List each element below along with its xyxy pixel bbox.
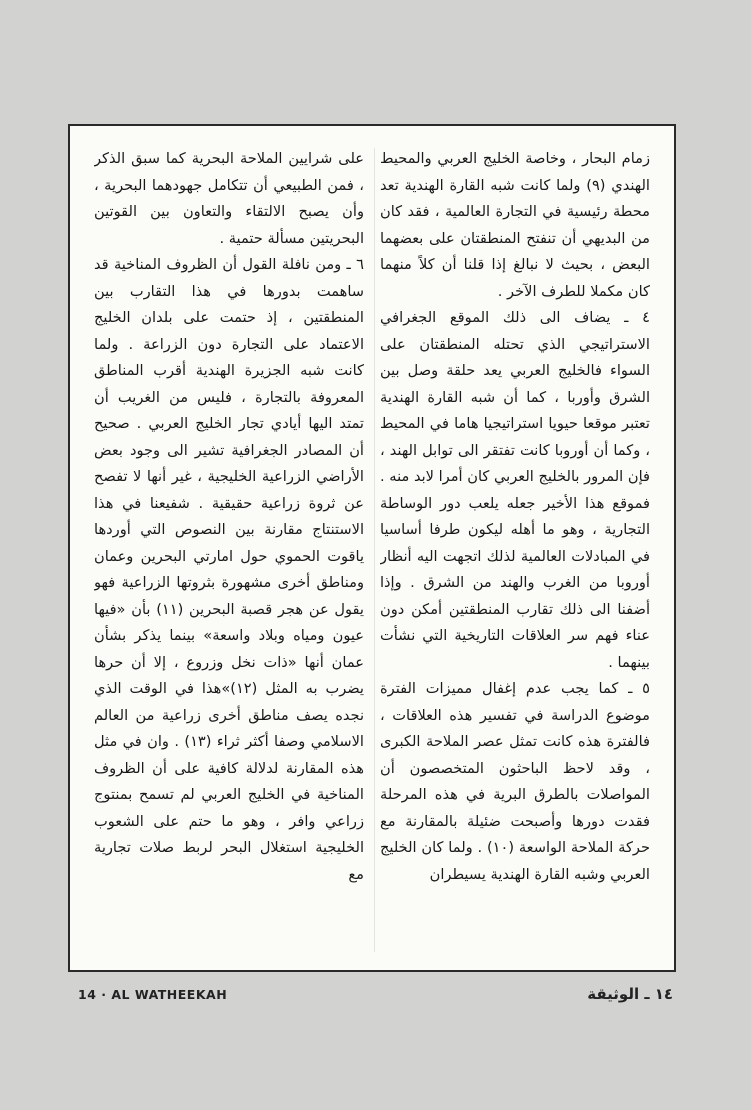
paragraph: ٥ ـ كما يجب عدم إغفال مميزات الفترة موضوع الدراسة في تفسير هذه العلاقات ، فالفترة هذه كانت تمثل عصر الملاحة الكبرى ، وقد لاحظ الباحثون المتخصصون أن المواصلات بالطرق البرية في هذه المرحلة فقدت دورها وأصبحت ضئيلة بالمقارنة مع حركة الملاحة الواسعة (١٠) . ولما كان الخليج العربي وشبه القارة الهندية يسيطران	[380, 680, 650, 883]
footer-page-number-arabic: ١٤ ـ الوثيقة	[587, 985, 673, 1003]
paragraph: زمام البحار ، وخاصة الخليج العربي والمحيط الهندي (٩) ولما كانت شبه القارة الهندية تعد محطة رئيسية في التجارة العالمية ، فقد كان من البديهي أن تنفتح المنطقتان على بعضهما البعض ، بحيث لا نبالغ إذا قلنا أن كلاً منهما كان مكملا للطرف الآخر .	[380, 150, 650, 300]
footer-page-number-english: 14 · AL WATHEEKAH	[78, 987, 228, 1002]
column-divider	[374, 148, 375, 952]
paragraph: على شرايين الملاحة البحرية كما سبق الذكر ، فمن الطبيعي أن تتكامل جهودهما البحرية ، وأن يصبح الالتقاء والتعاون بين القوتين البحريتين مسألة حتمية .	[94, 150, 364, 247]
article-column-left	[94, 146, 364, 954]
page-footer	[78, 985, 673, 1007]
article-column-right	[380, 146, 650, 954]
paragraph: ٦ ـ ومن نافلة القول أن الظروف المناخية قد ساهمت بدورها في هذا التقارب بين المنطقتين ، إذ حتمت على بلدان الخليج الاعتماد على التجارة دون الزراعة . ولما كانت شبه الجزيرة الهندية أقرب المناطق المعروفة بالتجارة ، فليس من الغريب أن تمتد اليها أيادي تجار الخليج العربي . صحيح أن المصادر الجغرافية تشير الى وجود بعض الأراضي الزراعية الخليجية ، غير أنها لا تفصح عن ثروة زراعية حقيقية . شفيعنا في هذا الاستنتاج مقارنة بين النصوص التي أوردها ياقوت الحموي حول امارتي البحرين وعمان ومناطق أخرى مشهورة بثروتها الزراعية فهو يقول عن هجر قصبة البحرين (١١) بأن «فيها عيون ومياه وبلاد واسعة» بينما يذكر بشأن عمان أنها «ذات نخل وزروع ، إلا أن حرها يضرب به المثل (١٢)»هذا في الوقت الذي نجده يصف مناطق أخرى زراعية من العالم الاسلامي وصفا أكثر ثراء (١٣) . وان في مثل هذه المقارنة لدلالة كافية على أن الظروف المناخية في الخليج العربي لم تسمح بمنتوج زراعي وافر ، وهو ما حتم على الشعوب الخليجية استغلال البحر لربط صلات تجارية مع	[94, 256, 364, 883]
paragraph: ٤ ـ يضاف الى ذلك الموقع الجغرافي الاستراتيجي الذي تحتله المنطقتان على السواء فالخليج العربي يعد حلقة وصل بين الشرق وأوربا ، كما أن شبه القارة الهندية تعتبر موقعا حيويا استراتيجيا هاما في المحيط ، وكما أن أوروبا كانت تفتقر الى توابل الهند ، فإن المرور بالخليج العربي كان أمرا لابد منه . فموقع هذا الأخير جعله يلعب دور الوساطة التجارية ، وهو ما أهله ليكون طرفا أساسيا في المبادلات العالمية لذلك اتجهت اليه أنظار أوروبا من الغرب والهند من الشرق . وإذا أضفنا الى ذلك تقارب المنطقتين أمكن دون عناء فهم سر العلاقات التاريخية التي نشأت بينهما .	[380, 309, 650, 671]
article-frame	[68, 124, 676, 972]
